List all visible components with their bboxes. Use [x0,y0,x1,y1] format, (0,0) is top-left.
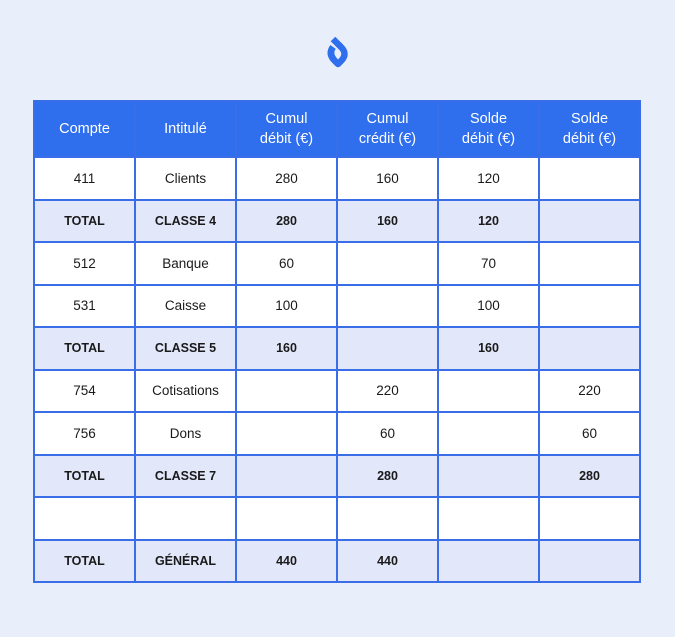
table-cell [438,455,539,498]
table-cell [438,540,539,583]
table-row [34,242,640,285]
table-cell [236,497,337,540]
table-cell: 220 [337,370,438,413]
table-row [34,370,640,413]
table-cell [34,497,135,540]
table-cell [438,370,539,413]
table-cell: 120 [438,157,539,200]
table-cell [337,497,438,540]
table-cell [236,370,337,413]
table-cell: CLASSE 4 [135,200,236,243]
table-cell [539,285,640,328]
table-cell: Dons [135,412,236,455]
table-cell: CLASSE 7 [135,455,236,498]
table-cell [337,327,438,370]
brand-logo-icon [318,33,358,73]
header-intitule: Intitulé [135,101,236,157]
table-body [34,157,640,582]
table-cell: 411 [34,157,135,200]
table-row [34,285,640,328]
table-cell: 220 [539,370,640,413]
header-solde-debit-2: Solde débit (€) [539,101,640,157]
table-cell: 440 [337,540,438,583]
table-row [34,412,640,455]
table-total-row [34,455,640,498]
table-cell: 100 [236,285,337,328]
table-cell: 754 [34,370,135,413]
table-cell: 160 [236,327,337,370]
table-cell: TOTAL [34,455,135,498]
table-total-row [34,540,640,583]
table-cell: 280 [539,455,640,498]
table-cell: 440 [236,540,337,583]
table-cell [539,157,640,200]
table-total-row [34,200,640,243]
table-cell: Clients [135,157,236,200]
table-cell: Caisse [135,285,236,328]
table-cell: 280 [236,200,337,243]
table-cell [337,285,438,328]
table-cell [438,497,539,540]
table-cell: TOTAL [34,327,135,370]
table-cell [236,455,337,498]
table-cell [539,497,640,540]
table-cell: 280 [236,157,337,200]
header-solde-debit: Solde débit (€) [438,101,539,157]
table-cell: 531 [34,285,135,328]
table-cell: 280 [337,455,438,498]
header-compte: Compte [34,101,135,157]
table-cell: 160 [337,200,438,243]
table-cell: 60 [539,412,640,455]
table-cell: 756 [34,412,135,455]
table-cell: 100 [438,285,539,328]
table-cell [539,327,640,370]
table-cell: 70 [438,242,539,285]
table-cell [539,242,640,285]
table-cell: GÉNÉRAL [135,540,236,583]
table-row [34,157,640,200]
table-cell: 60 [337,412,438,455]
table-cell: TOTAL [34,540,135,583]
table-cell: 120 [438,200,539,243]
balance-table [33,100,641,583]
table-cell: CLASSE 5 [135,327,236,370]
table-cell: TOTAL [34,200,135,243]
table-cell [135,497,236,540]
table-cell: 160 [337,157,438,200]
table-cell: 160 [438,327,539,370]
table-cell [438,412,539,455]
table-cell: Banque [135,242,236,285]
table-cell: Cotisations [135,370,236,413]
table-cell: 512 [34,242,135,285]
table-cell [539,540,640,583]
table-header-row [34,101,640,157]
table-row [34,497,640,540]
table-cell: 60 [236,242,337,285]
header-cumul-debit: Cumul débit (€) [236,101,337,157]
table-cell [236,412,337,455]
header-cumul-credit: Cumul crédit (€) [337,101,438,157]
table-cell [539,200,640,243]
table-total-row [34,327,640,370]
table-cell [337,242,438,285]
